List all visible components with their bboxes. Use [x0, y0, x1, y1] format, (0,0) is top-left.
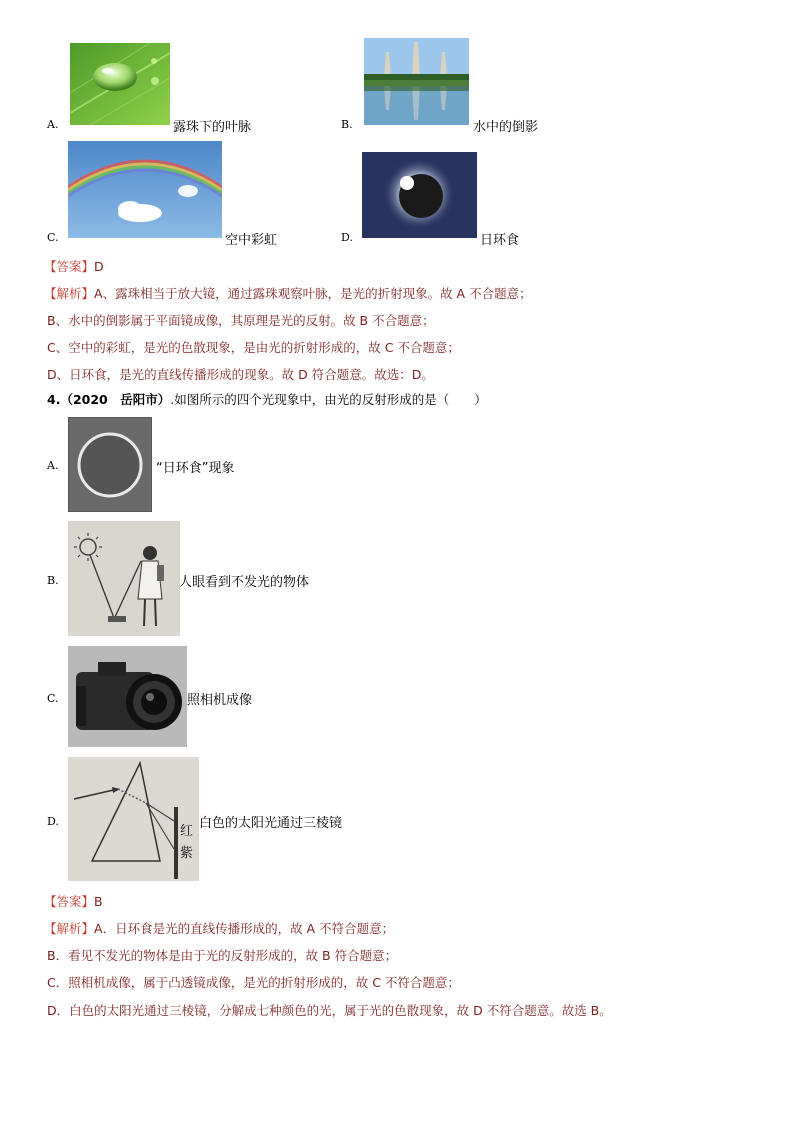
q4-answer-label: 【答案】 [44, 894, 95, 909]
q4-answer-value: B [94, 894, 103, 909]
q3-option-b-caption: 水中的倒影 [473, 120, 539, 135]
prism-label-top: 红 [180, 824, 194, 839]
q3-option-c-caption: 空中彩虹 [225, 233, 278, 248]
q3-analysis-line-2: B、水中的倒影属于平面镜成像，其原理是光的反射。故 B 不合题意； [47, 313, 435, 328]
q3-answer-value: D [94, 259, 104, 274]
q3-option-c-letter: C. [47, 231, 59, 244]
q3-analysis-line-4: D、日环食，是光的直线传播形成的现象。故 D 符合题意。故选：D。 [47, 367, 434, 382]
q4-option-d-letter: D. [47, 815, 59, 828]
q4-option-c-letter: C. [47, 692, 59, 705]
q3-analysis-label: 【解析】 [44, 286, 95, 301]
q3-option-a-letter: A. [47, 118, 59, 131]
q3-answer [44, 257, 104, 275]
q3-answer-label: 【答案】 [44, 259, 95, 274]
q4-source: （2020 岳阳市） [60, 392, 171, 407]
q4-option-b-letter: B. [47, 574, 59, 587]
q3-option-d-letter: D. [341, 231, 353, 244]
q4-option-c-caption: 照相机成像 [187, 693, 253, 708]
camera-photo [68, 646, 187, 747]
rainbow-photo [68, 141, 222, 238]
eclipse-photo [362, 152, 477, 238]
q4-analysis-line-4: D．白色的太阳光通过三棱镜，分解成七种颜色的光，属于光的色散现象，故 D 不符合题意。故选 B。 [47, 1003, 612, 1018]
annular-eclipse-photo [68, 417, 152, 512]
q4-analysis-label: 【解析】 [44, 921, 95, 936]
q3-option-b-letter: B. [341, 118, 353, 131]
q4-option-a-caption: “日环食”现象 [156, 461, 235, 476]
dewdrop-leaf-photo [70, 43, 170, 125]
q4-stem-text: .如图所示的四个光现象中，由光的反射形成的是（ ） [170, 392, 487, 407]
pagoda-reflection-photo [364, 38, 469, 125]
girl-sees-object-diagram [68, 521, 180, 636]
q4-analysis-line-2: B．看见不发光的物体是由于光的反射形成的，故 B 符合题意； [47, 948, 398, 963]
q4-option-d-caption: 白色的太阳光通过三棱镜 [199, 816, 343, 831]
q4-analysis-line-1 [44, 919, 394, 937]
q4-option-a-letter: A. [47, 459, 59, 472]
q4-stem [47, 390, 487, 408]
q4-analysis-line-3: C．照相机成像，属于凸透镜成像，是光的折射形成的，故 C 不符合题意； [47, 975, 460, 990]
prism-dispersion-diagram [68, 757, 199, 881]
q3-analysis-text-1: A、露珠相当于放大镜，通过露珠观察叶脉，是光的折射现象。故 A 不合题意； [94, 286, 532, 301]
q4-option-b-caption: 人眼看到不发光的物体 [179, 575, 310, 590]
q3-analysis-line-1 [44, 284, 532, 302]
q3-analysis-line-3: C、空中的彩虹，是光的色散现象，是由光的折射形成的，故 C 不合题意； [47, 340, 460, 355]
q4-number: 4. [47, 392, 61, 407]
q3-option-a-caption: 露珠下的叶脉 [173, 120, 252, 135]
q4-answer [44, 892, 103, 910]
prism-label-bottom: 紫 [180, 846, 194, 861]
q3-option-d-caption: 日环食 [480, 233, 520, 248]
q4-analysis-text-1: A．日环食是光的直线传播形成的，故 A 不符合题意； [94, 921, 395, 936]
